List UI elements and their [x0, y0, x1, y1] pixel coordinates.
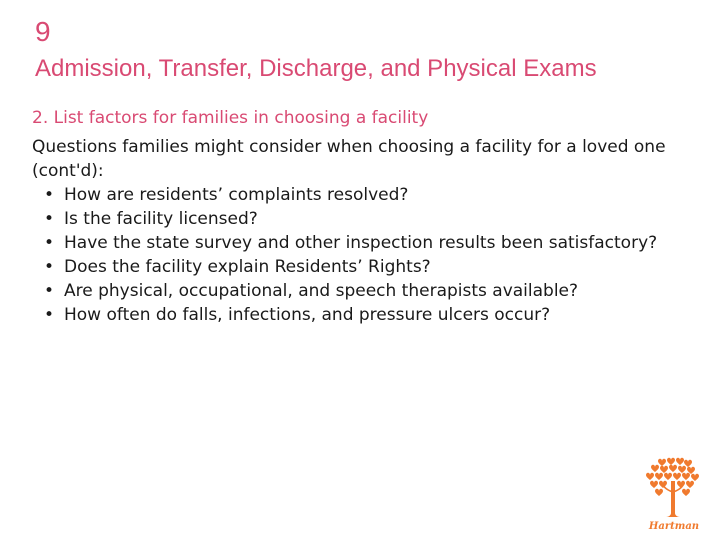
list-item [32, 303, 692, 327]
heart-tree-logo-icon [640, 457, 708, 533]
list-item-text: Are physical, occupational, and speech therapists available? [64, 281, 579, 301]
slide-content [32, 106, 692, 327]
list-item-text: Does the facility explain Residents’ Rights? [64, 257, 431, 277]
bullet-list [32, 183, 692, 327]
bullet-icon: • [44, 257, 55, 277]
list-item-text: Have the state survey and other inspection results been satisfactory? [64, 233, 658, 253]
bullet-icon: • [44, 209, 55, 229]
chapter-number: 9 [35, 16, 51, 47]
intro-text: Questions families might consider when choosing a facility for a loved one (cont'd): [32, 137, 666, 181]
list-item [32, 255, 692, 279]
list-item-text: How are residents’ complaints resolved? [64, 185, 409, 205]
bullet-icon: • [44, 185, 55, 205]
list-item-text: Is the facility licensed? [64, 209, 258, 229]
chapter-title: Admission, Transfer, Discharge, and Physical Exams [35, 55, 597, 82]
bullet-icon: • [44, 281, 55, 301]
list-item [32, 183, 692, 207]
list-item [32, 207, 692, 231]
slide-subtitle: 2. List factors for families in choosing a facility [32, 108, 429, 128]
bullet-icon: • [44, 305, 55, 325]
hartman-logo [640, 457, 708, 533]
list-item [32, 231, 692, 255]
logo-text: Hartman [648, 521, 700, 532]
list-item-text: How often do falls, infections, and pressure ulcers occur? [64, 305, 551, 325]
list-item [32, 279, 692, 303]
bullet-icon: • [44, 233, 55, 253]
